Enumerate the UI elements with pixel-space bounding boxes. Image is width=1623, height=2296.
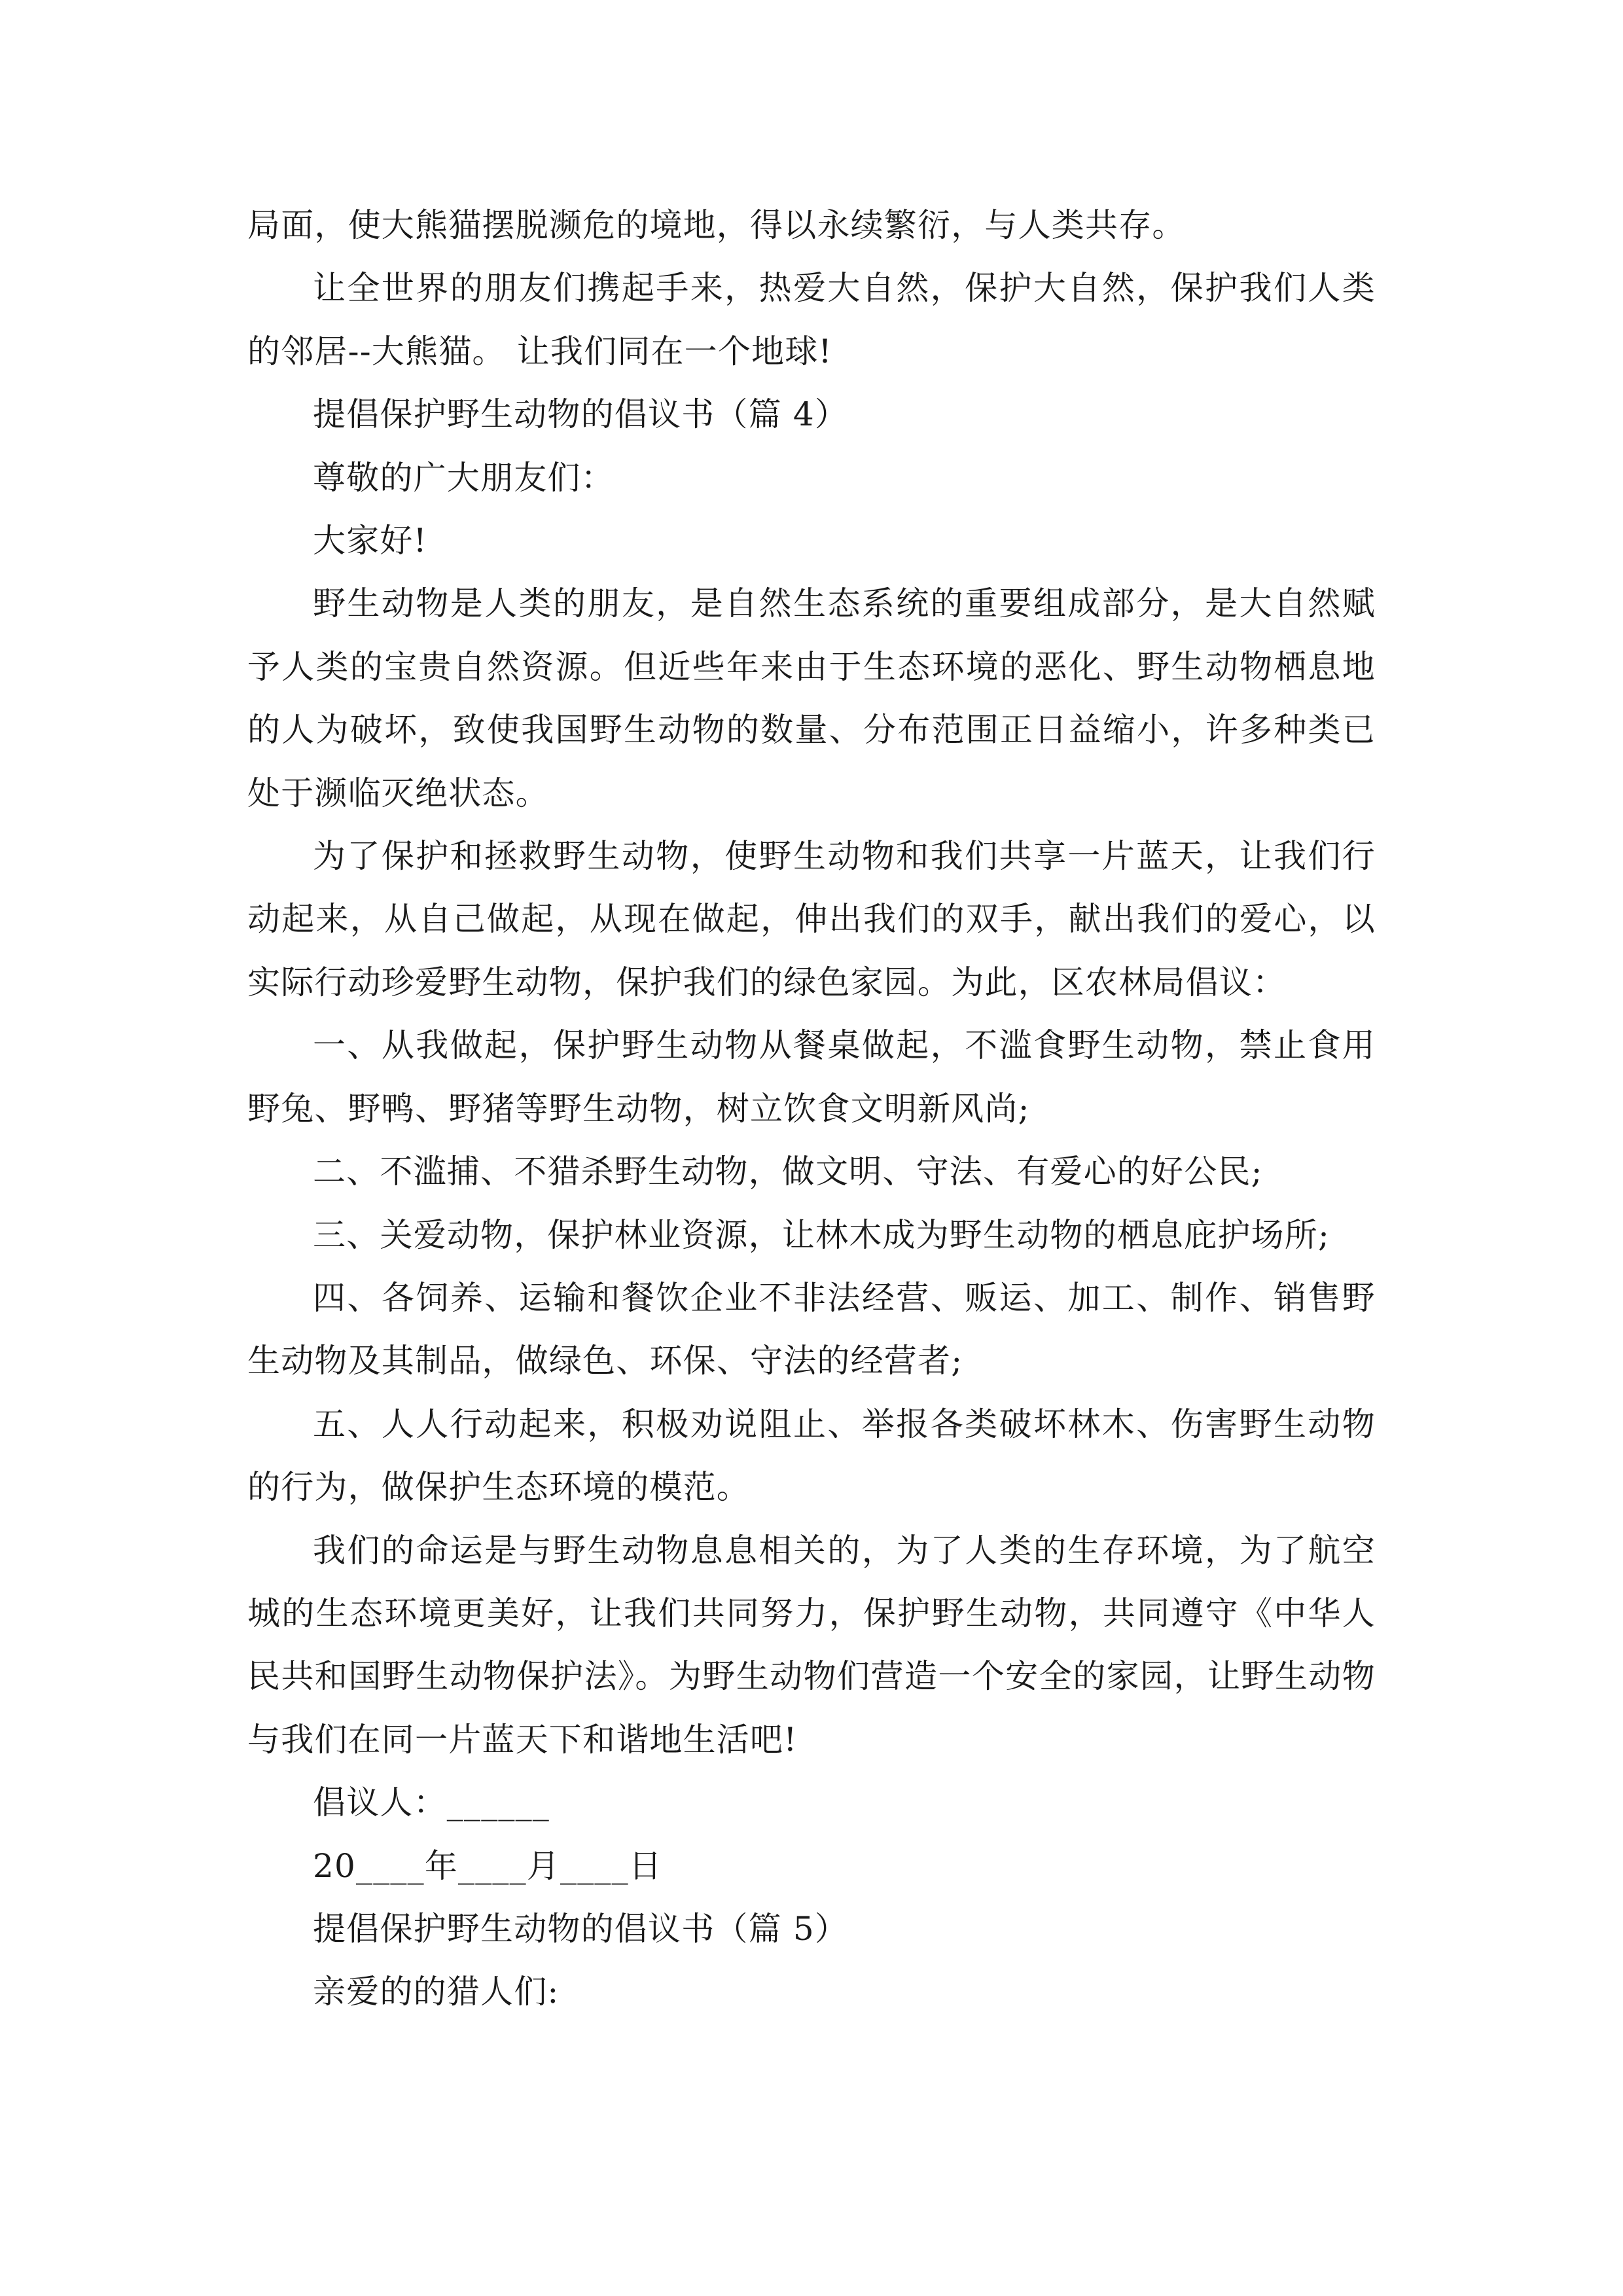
paragraph-call-to-action: 让全世界的朋友们携起手来，热爱大自然，保护大自然，保护我们人类的邻居--大熊猫。 让我们同在一个地球! xyxy=(247,269,1376,370)
greeting: 大家好! xyxy=(313,522,427,560)
date-line: 20____年____月____日 xyxy=(313,1846,663,1885)
proposal-item-5: 五、人人行动起来，积极劝说阻止、举报各类破坏林木、伤害野生动物的行为，做保护生态环境的模范。 xyxy=(247,1405,1376,1507)
section-heading-part-5: 提倡保护野生动物的倡议书（篇 5） xyxy=(313,1909,849,1948)
paragraph-background: 野生动物是人类的朋友，是自然生态系统的重要组成部分，是大自然赋予人类的宝贵自然资源。但近些年来由于生态环境的恶化、野生动物栖息地的人为破坏，致使我国野生动物的数量、分布范围正日益缩小，许多种类已处于濒临灭绝状态。 xyxy=(247,584,1376,812)
salutation: 尊敬的广大朋友们： xyxy=(313,458,615,497)
paragraph-continuation: 局面，使大熊猫摆脱濒危的境地，得以永续繁衍，与人类共存。 xyxy=(247,206,1186,244)
salutation-hunters: 亲爱的的猎人们: xyxy=(313,1973,560,2011)
section-heading-part-4: 提倡保护野生动物的倡议书（篇 4） xyxy=(313,395,849,434)
proposal-item-2: 二、不滥捕、不猎杀野生动物，做文明、守法、有爱心的好公民; xyxy=(313,1153,1263,1191)
proposal-item-4: 四、各饲养、运输和餐饮企业不非法经营、贩运、加工、制作、销售野生动物及其制品，做绿色、环保、守法的经营者; xyxy=(247,1278,1376,1380)
proposal-item-1: 一、从我做起，保护野生动物从餐桌做起，不滥食野生动物，禁止食用野兔、野鸭、野猪等野生动物，树立饮食文明新风尚; xyxy=(247,1026,1376,1128)
paragraph-appeal: 为了保护和拯救野生动物，使野生动物和我们共享一片蓝天，让我们行动起来，从自己做起，从现在做起，伸出我们的双手，献出我们的爱心，以实际行动珍爱野生动物，保护我们的绿色家园。为此，区农林局倡议： xyxy=(247,837,1376,1001)
signature-line: 倡议人：______ xyxy=(313,1784,550,1822)
paragraph-conclusion: 我们的命运是与野生动物息息相关的，为了人类的生存环境，为了航空城的生态环境更美好，让我们共同努力，保护野生动物，共同遵守《中华人民共和国野生动物保护法》。为野生动物们营造一个安全的家园，让野生动物与我们在同一片蓝天下和谐地生活吧! xyxy=(247,1531,1376,1759)
proposal-item-3: 三、关爱动物，保护林业资源，让林木成为野生动物的栖息庇护场所; xyxy=(313,1215,1330,1254)
document-body xyxy=(247,194,1376,2024)
